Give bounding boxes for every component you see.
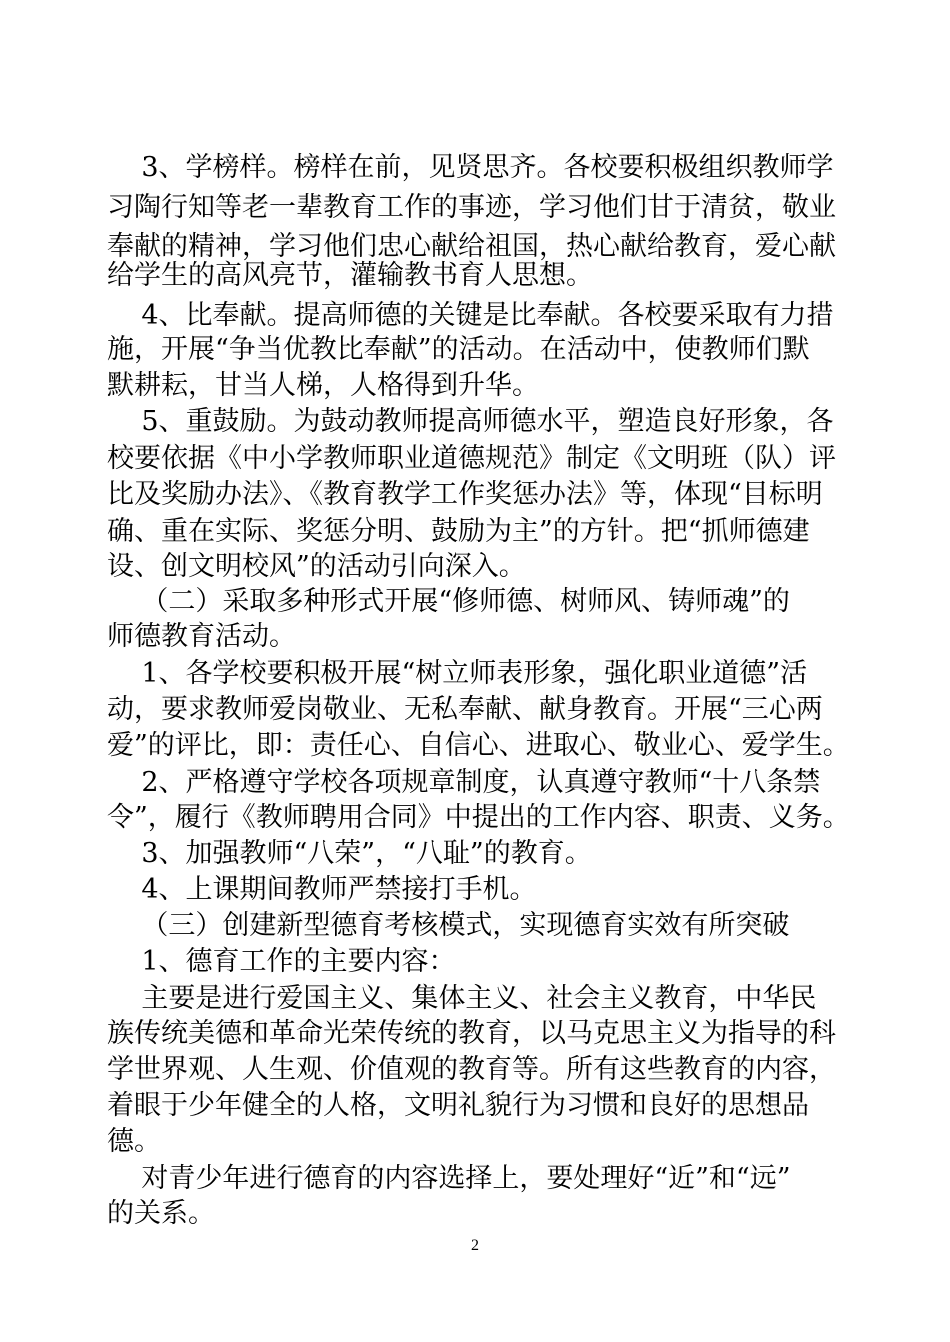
text-line: 给学生的高风亮节，灌输教书育人思想。 xyxy=(107,260,593,291)
text-line: 1、德育工作的主要内容： xyxy=(107,946,456,977)
text-line: （二）采取多种形式开展“修师德、树师风、铸师魂”的 xyxy=(107,586,790,617)
text-line: 爱”的评比，即：责任心、自信心、进取心、敬业心、爱学生。 xyxy=(107,730,850,761)
text-line: 确、重在实际、奖惩分明、鼓励为主”的方针。把“抓师德建 xyxy=(107,516,810,547)
text-line: 习陶行知等老一辈教育工作的事迹，学习他们甘于清贫，敬业 xyxy=(107,192,836,223)
text-line: （三）创建新型德育考核模式，实现德育实效有所突破 xyxy=(107,910,790,941)
text-line: 4、比奉献。提高师德的关键是比奉献。各校要采取有力措 xyxy=(107,300,834,331)
text-line: 默耕耘，甘当人梯，人格得到升华。 xyxy=(107,370,539,401)
text-line: 学世界观、人生观、价值观的教育等。所有这些教育的内容， xyxy=(107,1054,836,1085)
text-line: 校要依据《中小学教师职业道德规范》制定《文明班（队）评 xyxy=(107,443,836,474)
text-line: 动，要求教师爱岗敬业、无私奉献、献身教育。开展“三心两 xyxy=(107,694,823,725)
text-line: 主要是进行爱国主义、集体主义、社会主义教育，中华民 xyxy=(107,983,817,1014)
page-number: 2 xyxy=(471,1237,479,1254)
text-line: 德。 xyxy=(107,1126,161,1157)
text-line: 比及奖励办法》、《教育教学工作奖惩办法》等，体现“目标明 xyxy=(107,479,823,510)
text-line: 的关系。 xyxy=(107,1198,215,1229)
text-line: 3、加强教师“八荣”，“八耻”的教育。 xyxy=(107,838,592,869)
text-line: 令”，履行《教师聘用合同》中提出的工作内容、职责、义务。 xyxy=(107,802,850,833)
text-line: 族传统美德和革命光荣传统的教育，以马克思主义为指导的科 xyxy=(107,1018,836,1049)
text-line: 对青少年进行德育的内容选择上，要处理好“近”和“远” xyxy=(107,1163,791,1194)
text-line: 施，开展“争当优教比奉献”的活动。在活动中，使教师们默 xyxy=(107,334,810,365)
text-line: 2、严格遵守学校各项规章制度，认真遵守教师“十八条禁 xyxy=(107,767,821,798)
text-line: 设、创文明校风”的活动引向深入。 xyxy=(107,551,526,582)
text-line: 奉献的精神，学习他们忠心献给祖国，热心献给教育，爱心献 xyxy=(107,231,836,262)
text-line: 1、各学校要积极开展“树立师表形象，强化职业道德”活 xyxy=(107,658,808,689)
text-line: 师德教育活动。 xyxy=(107,621,296,652)
text-line: 4、上课期间教师严禁接打手机。 xyxy=(107,874,537,905)
text-line: 着眼于少年健全的人格，文明礼貌行为习惯和良好的思想品 xyxy=(107,1090,809,1121)
text-line: 5、重鼓励。为鼓动教师提高师德水平，塑造良好形象，各 xyxy=(107,406,834,437)
text-line: 3、学榜样。榜样在前，见贤思齐。各校要积极组织教师学 xyxy=(107,152,834,183)
